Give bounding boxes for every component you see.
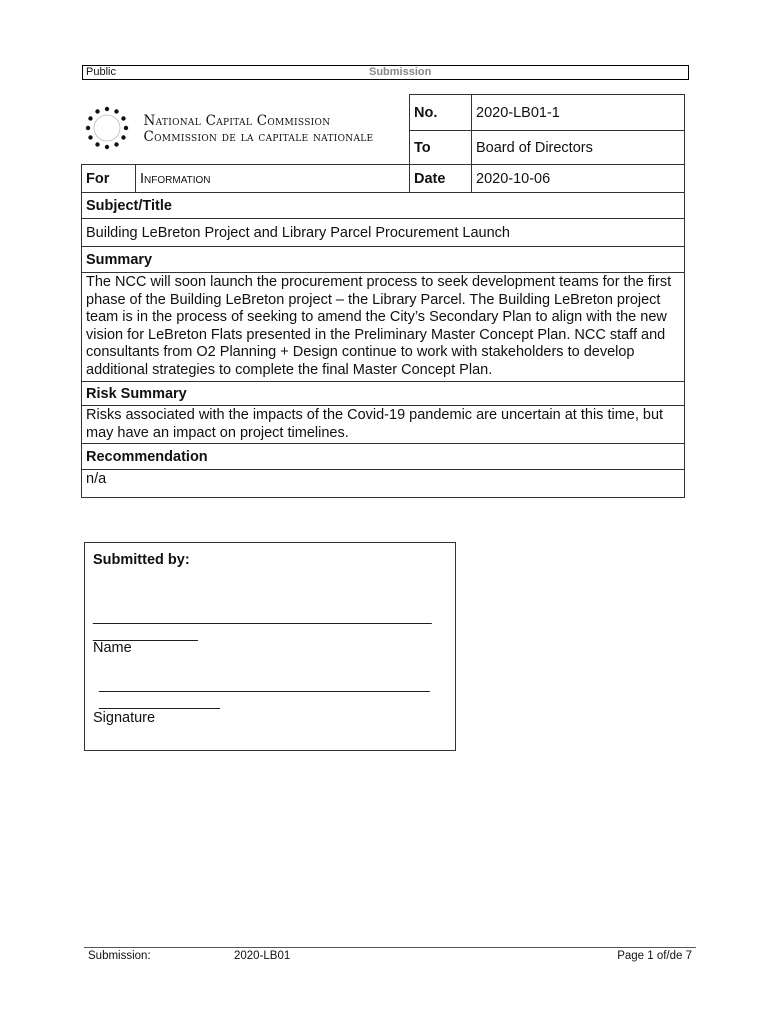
wordmark-english: National Capital Commission <box>143 112 331 129</box>
submission-form-table <box>81 94 685 498</box>
summary-heading: Summary <box>82 247 685 273</box>
footer-submission-label: Submission: <box>88 950 151 962</box>
classification-label: Public <box>86 66 116 78</box>
signature-label: Signature <box>93 710 156 726</box>
summary-text: The NCC will soon launch the procurement process to seek development teams for the first phase of the Building LeBreton project – the Library Parcel. The Building LeBreton project team is in the process of seeking to amend the City’s Secondary Plan to align with the new vision for LeBreton Flats presented in the Preliminary Master Concept Plan. NCC staff and consultants from O2 Planning + Design continue to work with stakeholders to develop additional strategies to complete the final Master Concept Plan. <box>82 273 685 382</box>
page-footer <box>84 947 696 964</box>
date-label: Date <box>410 165 472 193</box>
for-value: Information <box>136 165 410 193</box>
header-bar <box>82 65 689 80</box>
logo-cell <box>82 95 410 165</box>
document-type-label: Submission <box>369 66 432 78</box>
footer-submission-number: 2020-LB01 <box>234 950 291 962</box>
name-line: __________________________________________ _____________ <box>93 609 432 642</box>
risk-heading: Risk Summary <box>82 382 685 406</box>
recommendation-heading: Recommendation <box>82 444 685 470</box>
to-label: To <box>410 131 472 165</box>
risk-text: Risks associated with the impacts of the Covid-19 pandemic are uncertain at this time, but may have an impact on project timelines. <box>82 406 685 444</box>
no-value: 2020-LB01-1 <box>472 95 685 131</box>
wordmark-french: Commission de la capitale nationale <box>143 128 374 145</box>
page-number: Page 1 of/de 7 <box>617 950 692 962</box>
signature-box <box>84 542 456 751</box>
subject-heading: Subject/Title <box>82 193 685 219</box>
submitted-by-label: Submitted by: <box>93 552 190 568</box>
ncc-logo-icon <box>84 105 130 151</box>
for-label: For <box>82 165 136 193</box>
ncc-wordmark <box>144 113 374 145</box>
to-value: Board of Directors <box>472 131 685 165</box>
signature-line: _________________________________________ _______________ <box>99 677 430 710</box>
no-label: No. <box>410 95 472 131</box>
recommendation-text: n/a <box>82 470 685 498</box>
date-value: 2020-10-06 <box>472 165 685 193</box>
subject-text: Building LeBreton Project and Library Parcel Procurement Launch <box>82 219 685 247</box>
name-label: Name <box>93 640 132 656</box>
